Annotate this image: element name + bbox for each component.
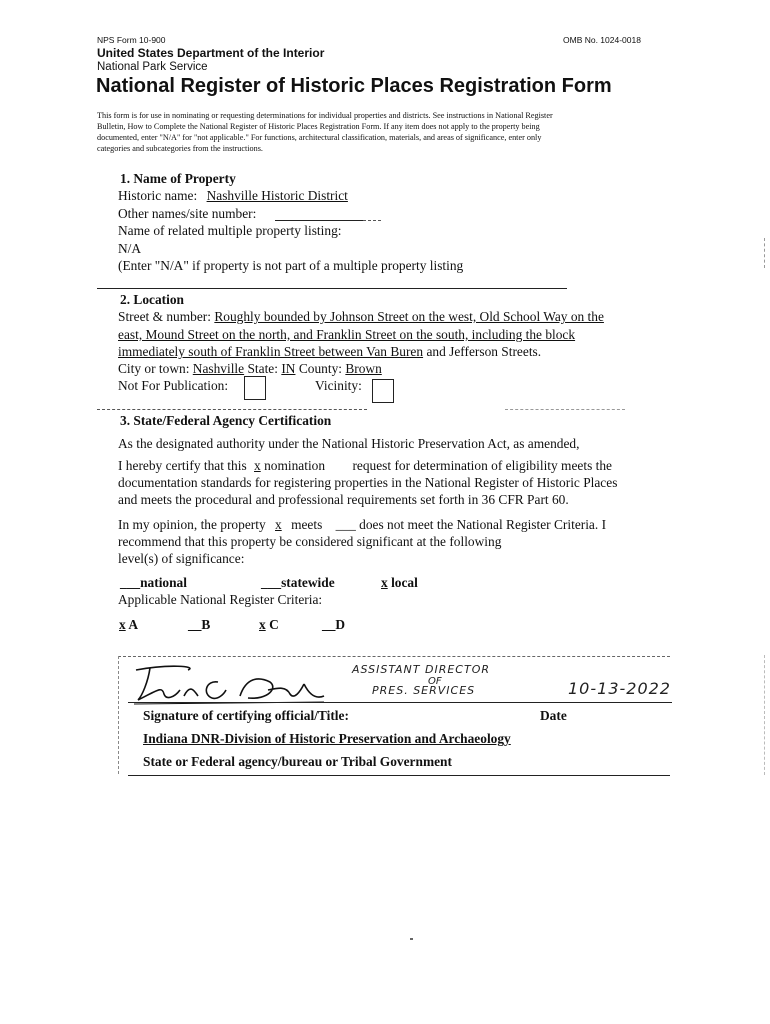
form-number: NPS Form 10-900 [97,35,166,45]
level-label: statewide [281,575,335,590]
form-title: National Register of Historic Places Registration Form [96,75,612,97]
level-mark: ___ [120,575,141,590]
criterion-mark: x [259,617,266,632]
city-label: City or town: [118,361,190,376]
opinion-meets: meets [291,517,323,532]
level-mark: x [381,575,388,590]
opinion-row [118,517,606,533]
handwritten-date: 10-13-2022 [568,679,671,698]
certify-line: documentation standards for registering properties in the National Register of Historic Places [118,475,618,490]
street-value-line: east, Mound Street on the north, and Franklin Street on the south, including the block [118,327,576,342]
vicinity-label: Vicinity: [315,378,362,393]
criterion-a [119,617,138,633]
agency-name: Indiana DNR-Division of Historic Preservation and Archaeology [143,731,511,746]
service-name: National Park Service [97,61,208,73]
agency-label: State or Federal agency/bureau or Tribal Government [143,754,452,769]
state-value: IN [281,361,296,376]
street-value-line: immediately south of Franklin Street between Van Buren [118,344,424,359]
other-names-field [275,220,363,221]
opinion-blank: ___ [335,517,356,532]
vicinity-checkbox[interactable] [372,379,394,403]
handwritten-title-line: OF [428,676,442,687]
department-name: United States Department of the Interior [97,46,325,60]
street-label: Street & number: [118,309,211,324]
criterion-label: D [335,617,346,632]
scan-margin-mark [764,238,766,268]
criterion-label: B [201,617,211,632]
related-listing-value: N/A [118,241,142,256]
opinion-prefix: In my opinion, the property [118,517,266,532]
criterion-c [259,617,279,633]
criterion-mark: __ [322,617,336,632]
opinion-line: recommend that this property be considered significant at the following [118,534,502,549]
omb-number: OMB No. 1024-0018 [563,35,641,45]
certify-row [118,458,612,474]
opinion-mark: x [275,517,282,532]
level-local [381,575,418,591]
related-listing-note: (Enter "N/A" if property is not part of a multiple property listing [118,258,464,273]
scan-speck [410,938,413,940]
handwritten-signature [128,660,328,708]
historic-name-label: Historic name: [118,188,198,203]
section2-heading: 2. Location [120,292,184,307]
criterion-label: C [269,617,279,632]
criterion-b [188,617,210,633]
opinion-line: level(s) of significance: [118,551,245,566]
signature-area-left-rule [118,656,119,774]
instructions-line: documented, enter "N/A" for "not applicable." For functions, architectural classification, materials, and areas of significance, enter only [97,133,542,142]
not-for-publication-label: Not For Publication: [118,378,229,393]
street-value-row [118,344,541,360]
level-statewide [261,575,335,591]
handwritten-title-line: ASSISTANT DIRECTOR [352,663,491,676]
section3-heading: 3. State/Federal Agency Certification [120,413,332,428]
criterion-mark: __ [188,617,202,632]
signature-area-top-rule [118,656,670,657]
not-for-publication-checkbox[interactable] [244,376,266,400]
certify-request: request for determination of eligibility meets the [352,458,612,473]
county-value: Brown [345,361,382,376]
level-mark: ___ [261,575,282,590]
city-state-county-row [118,361,382,377]
section-divider-faint [505,409,625,410]
opinion-rest: does not meet the National Register Criteria. I [359,517,607,532]
date-label: Date [540,708,567,723]
section1-heading: 1. Name of Property [120,171,236,186]
criterion-label: A [128,617,138,632]
signature-label: Signature of certifying official/Title: [143,708,349,723]
county-label: County: [298,361,342,376]
handwritten-title-line: PRES. SERVICES [372,684,476,697]
related-listing-label: Name of related multiple property listing: [118,223,342,238]
street-value-tail: and Jefferson Streets. [426,344,542,359]
authority-text: As the designated authority under the National Historic Preservation Act, as amended, [118,436,580,451]
certify-prefix: I hereby certify that this [118,458,247,473]
section-divider [97,409,367,410]
certify-nomination: nomination [264,458,326,473]
level-label: local [391,575,418,590]
instructions-line: categories and subcategories from the instructions. [97,144,263,153]
level-label: national [140,575,187,590]
criterion-d [322,617,345,633]
scan-margin-mark [764,655,766,775]
certify-line: and meets the procedural and professional requirements set forth in 36 CFR Part 60. [118,492,569,507]
instructions-line: This form is for use in nominating or requesting determinations for individual properties and districts. See instructions in National Register [97,111,553,120]
city-value: Nashville [192,361,245,376]
signature-area-bottom-rule [128,775,670,776]
criteria-label: Applicable National Register Criteria: [118,592,323,607]
other-names-field-tail [363,220,381,221]
street-value-line: Roughly bounded by Johnson Street on the west, Old School Way on the [214,309,604,324]
state-label: State: [247,361,278,376]
certify-mark: x [254,458,261,473]
instructions-line: Bulletin, How to Complete the National Register of Historic Places Registration Form. If any item does not apply to the property being [97,122,540,131]
section-divider [97,288,567,289]
level-national [120,575,187,591]
other-names-label: Other names/site number: [118,206,257,221]
criterion-mark: x [119,617,126,632]
historic-name-value: Nashville Historic District [206,188,348,203]
signature-line [128,702,672,703]
historic-name-row [118,188,348,204]
street-row [118,309,604,325]
